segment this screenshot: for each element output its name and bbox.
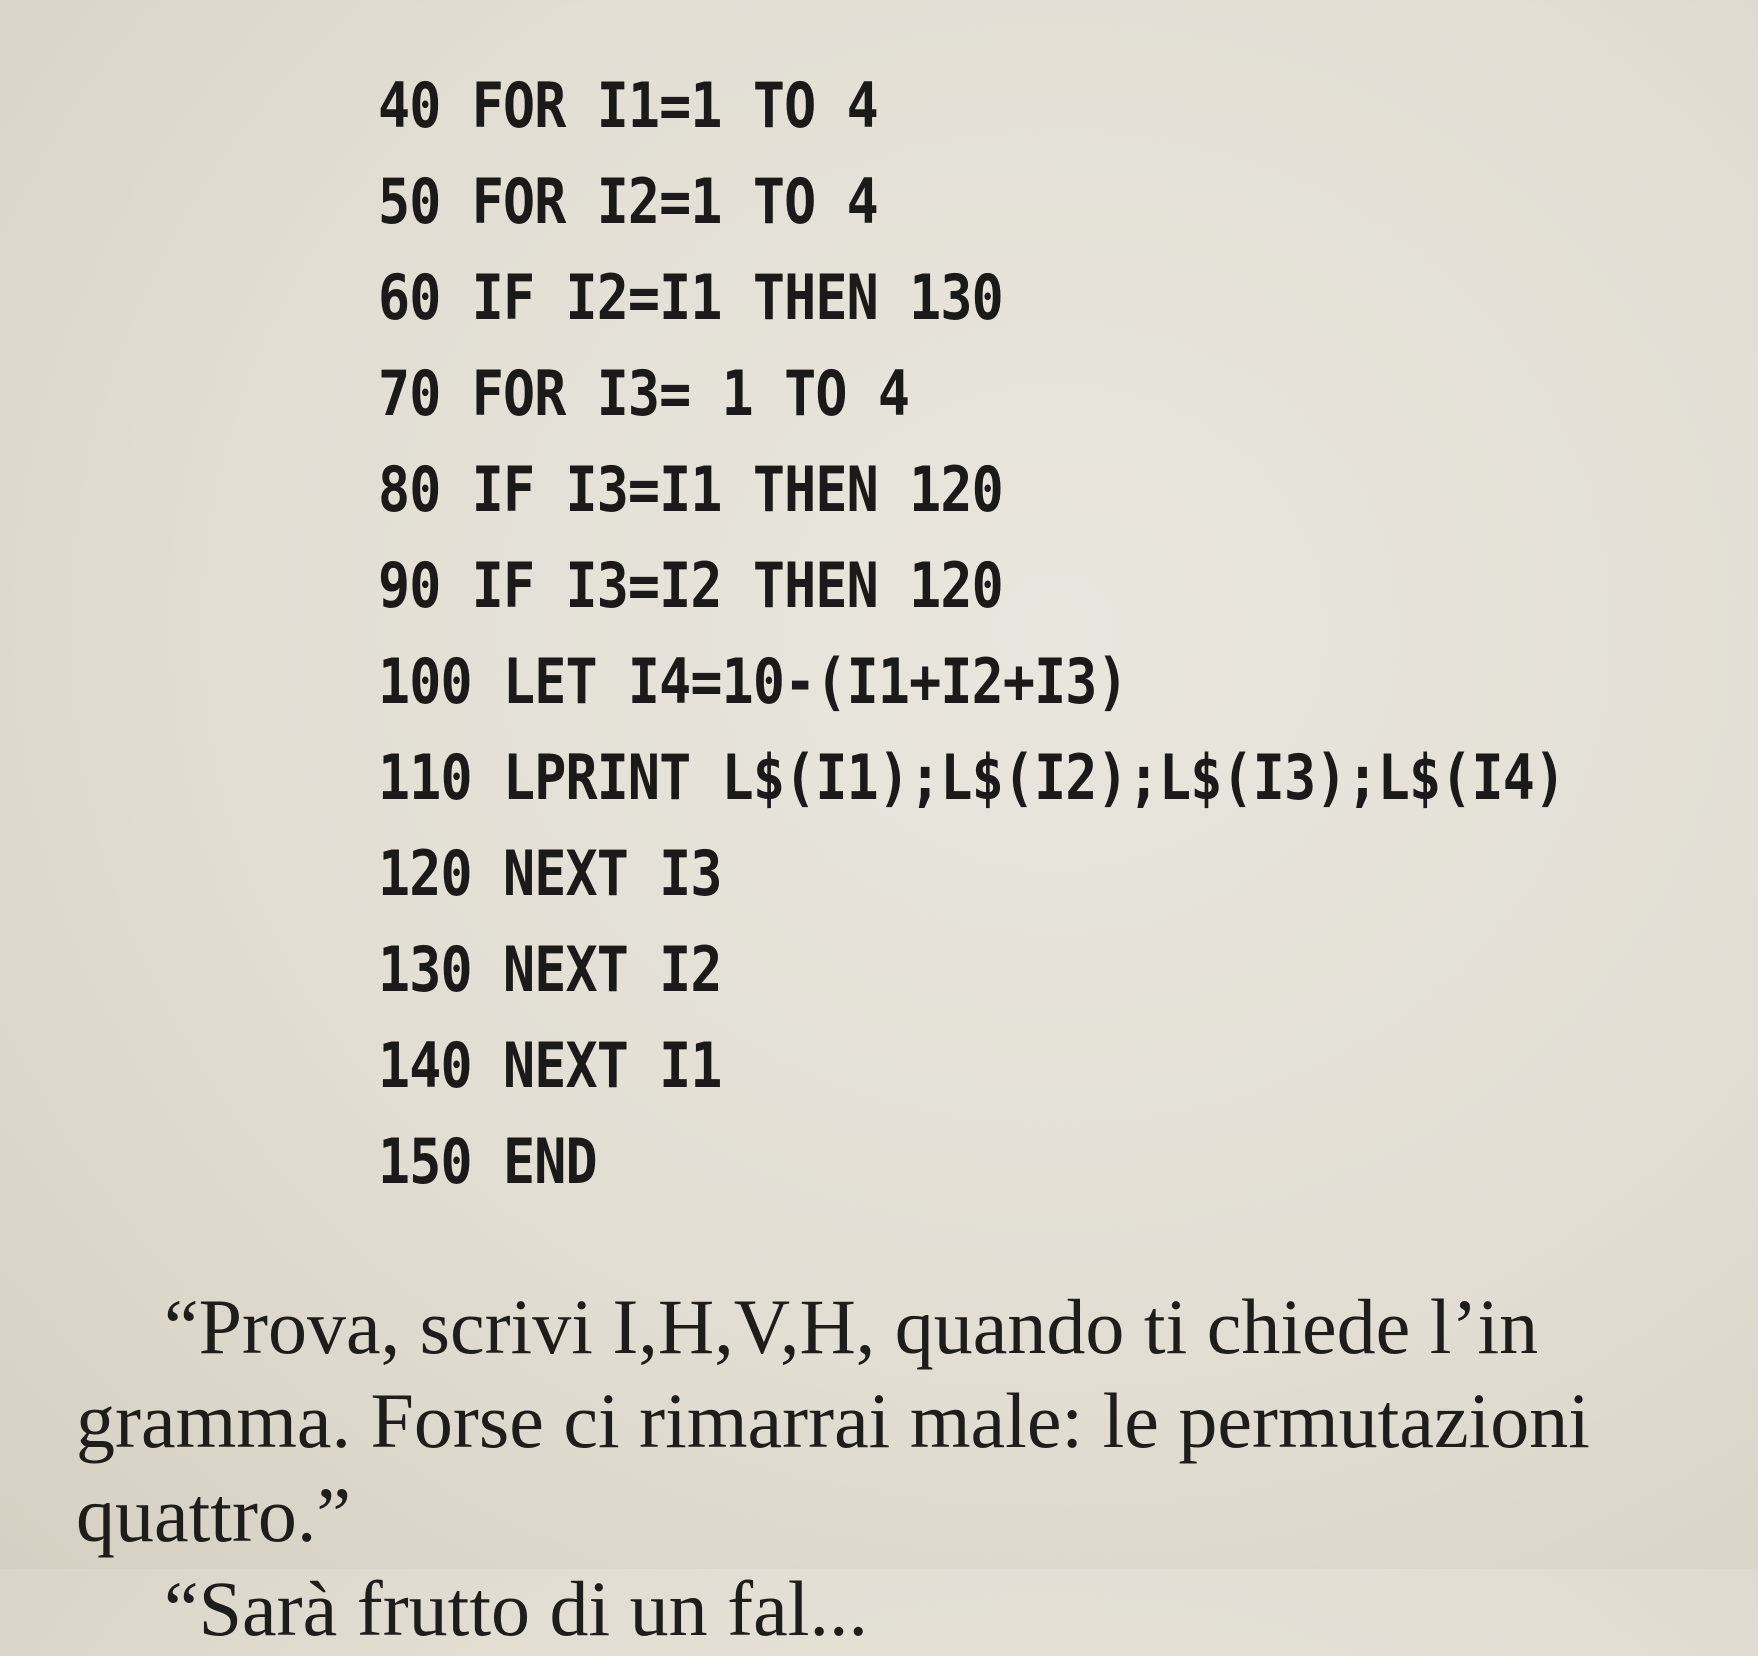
paragraph-line-cut-off: “Sarà frutto di un fal... — [164, 1565, 868, 1652]
body-paragraph — [76, 1280, 1716, 1652]
code-line: 110 LPRINT L$(I1);L$(I2);L$(I3);L$(I4) — [378, 741, 1566, 814]
paragraph-line: “Prova, scrivi I,H,V,H, quando ti chiede l’in — [164, 1283, 1539, 1370]
code-line: 50 FOR I2=1 TO 4 — [378, 165, 878, 238]
paragraph-line: gramma. Forse ci rimarrai male: le permutazioni — [76, 1377, 1590, 1464]
code-line: 130 NEXT I2 — [378, 933, 722, 1006]
basic-program-listing — [378, 58, 1758, 1210]
code-line: 70 FOR I3= 1 TO 4 — [378, 357, 910, 430]
code-line: 100 LET I4=10-(I1+I2+I3) — [378, 645, 1128, 718]
code-line: 80 IF I3=I1 THEN 120 — [378, 453, 1003, 526]
code-line: 90 IF I3=I2 THEN 120 — [378, 549, 1003, 622]
code-line: 120 NEXT I3 — [378, 837, 722, 910]
paragraph-line: quattro.” — [76, 1471, 352, 1558]
code-line: 40 FOR I1=1 TO 4 — [378, 69, 878, 142]
code-line: 140 NEXT I1 — [378, 1029, 722, 1102]
code-line: 60 IF I2=I1 THEN 130 — [378, 261, 1003, 334]
code-line: 150 END — [378, 1125, 597, 1198]
